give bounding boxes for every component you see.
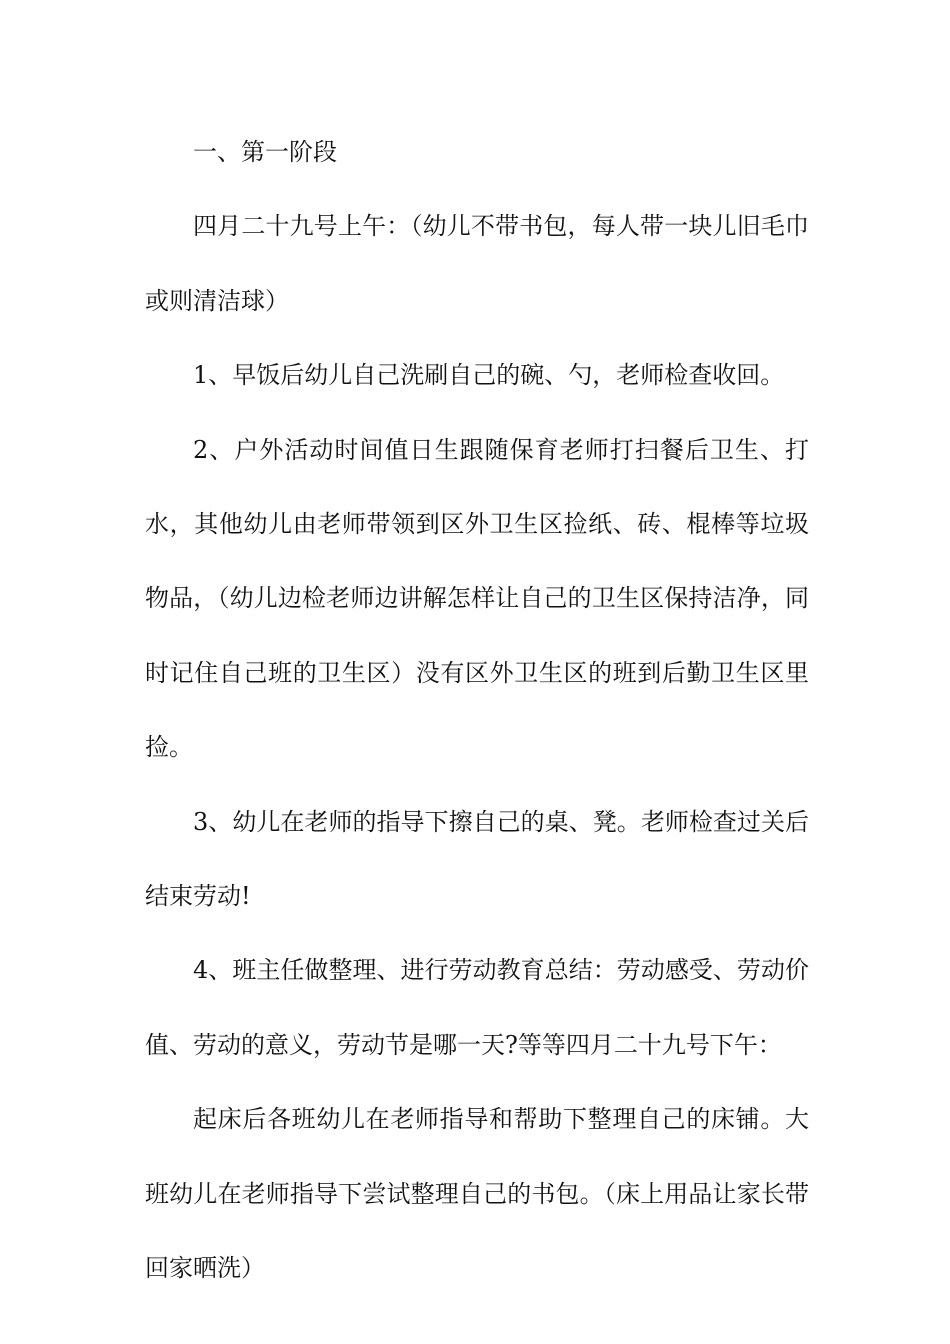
paragraph-step-3: 3、幼儿在老师的指导下擦自己的桌、凳。老师检查过关后结束劳动! xyxy=(145,807,809,911)
paragraph-afternoon: 起床后各班幼儿在老师指导和帮助下整理自己的床铺。大班幼儿在老师指导下尝试整理自己的书包。（床上用品让家长带回家晒洗） xyxy=(145,1105,809,1283)
paragraph-step-2: 2、户外活动时间值日生跟随保育老师打扫餐后卫生、打水，其他幼儿由老师带领到区外卫生区捡纸、砖、棍棒等垃圾物品，（幼儿边检老师边讲解怎样让自己的卫生区保持洁净，同时记住自己班的卫生区）没有区外卫生区的班到后勤卫生区里捡。 xyxy=(145,435,809,762)
document-body xyxy=(145,115,809,1306)
paragraph-step-1: 1、早饭后幼儿自己洗刷自己的碗、勺，老师检查收回。 xyxy=(193,361,785,390)
paragraph-morning-intro: 四月二十九号上午：（幼儿不带书包，每人带一块儿旧毛巾或则清洁球） xyxy=(145,212,809,315)
paragraph-step-4: 4、班主任做整理、进行劳动教育总结：劳动感受、劳动价值、劳动的意义，劳动节是哪一天?等等四月二十九号下午： xyxy=(145,956,809,1059)
section-heading: 一、第一阶段 xyxy=(193,138,337,166)
